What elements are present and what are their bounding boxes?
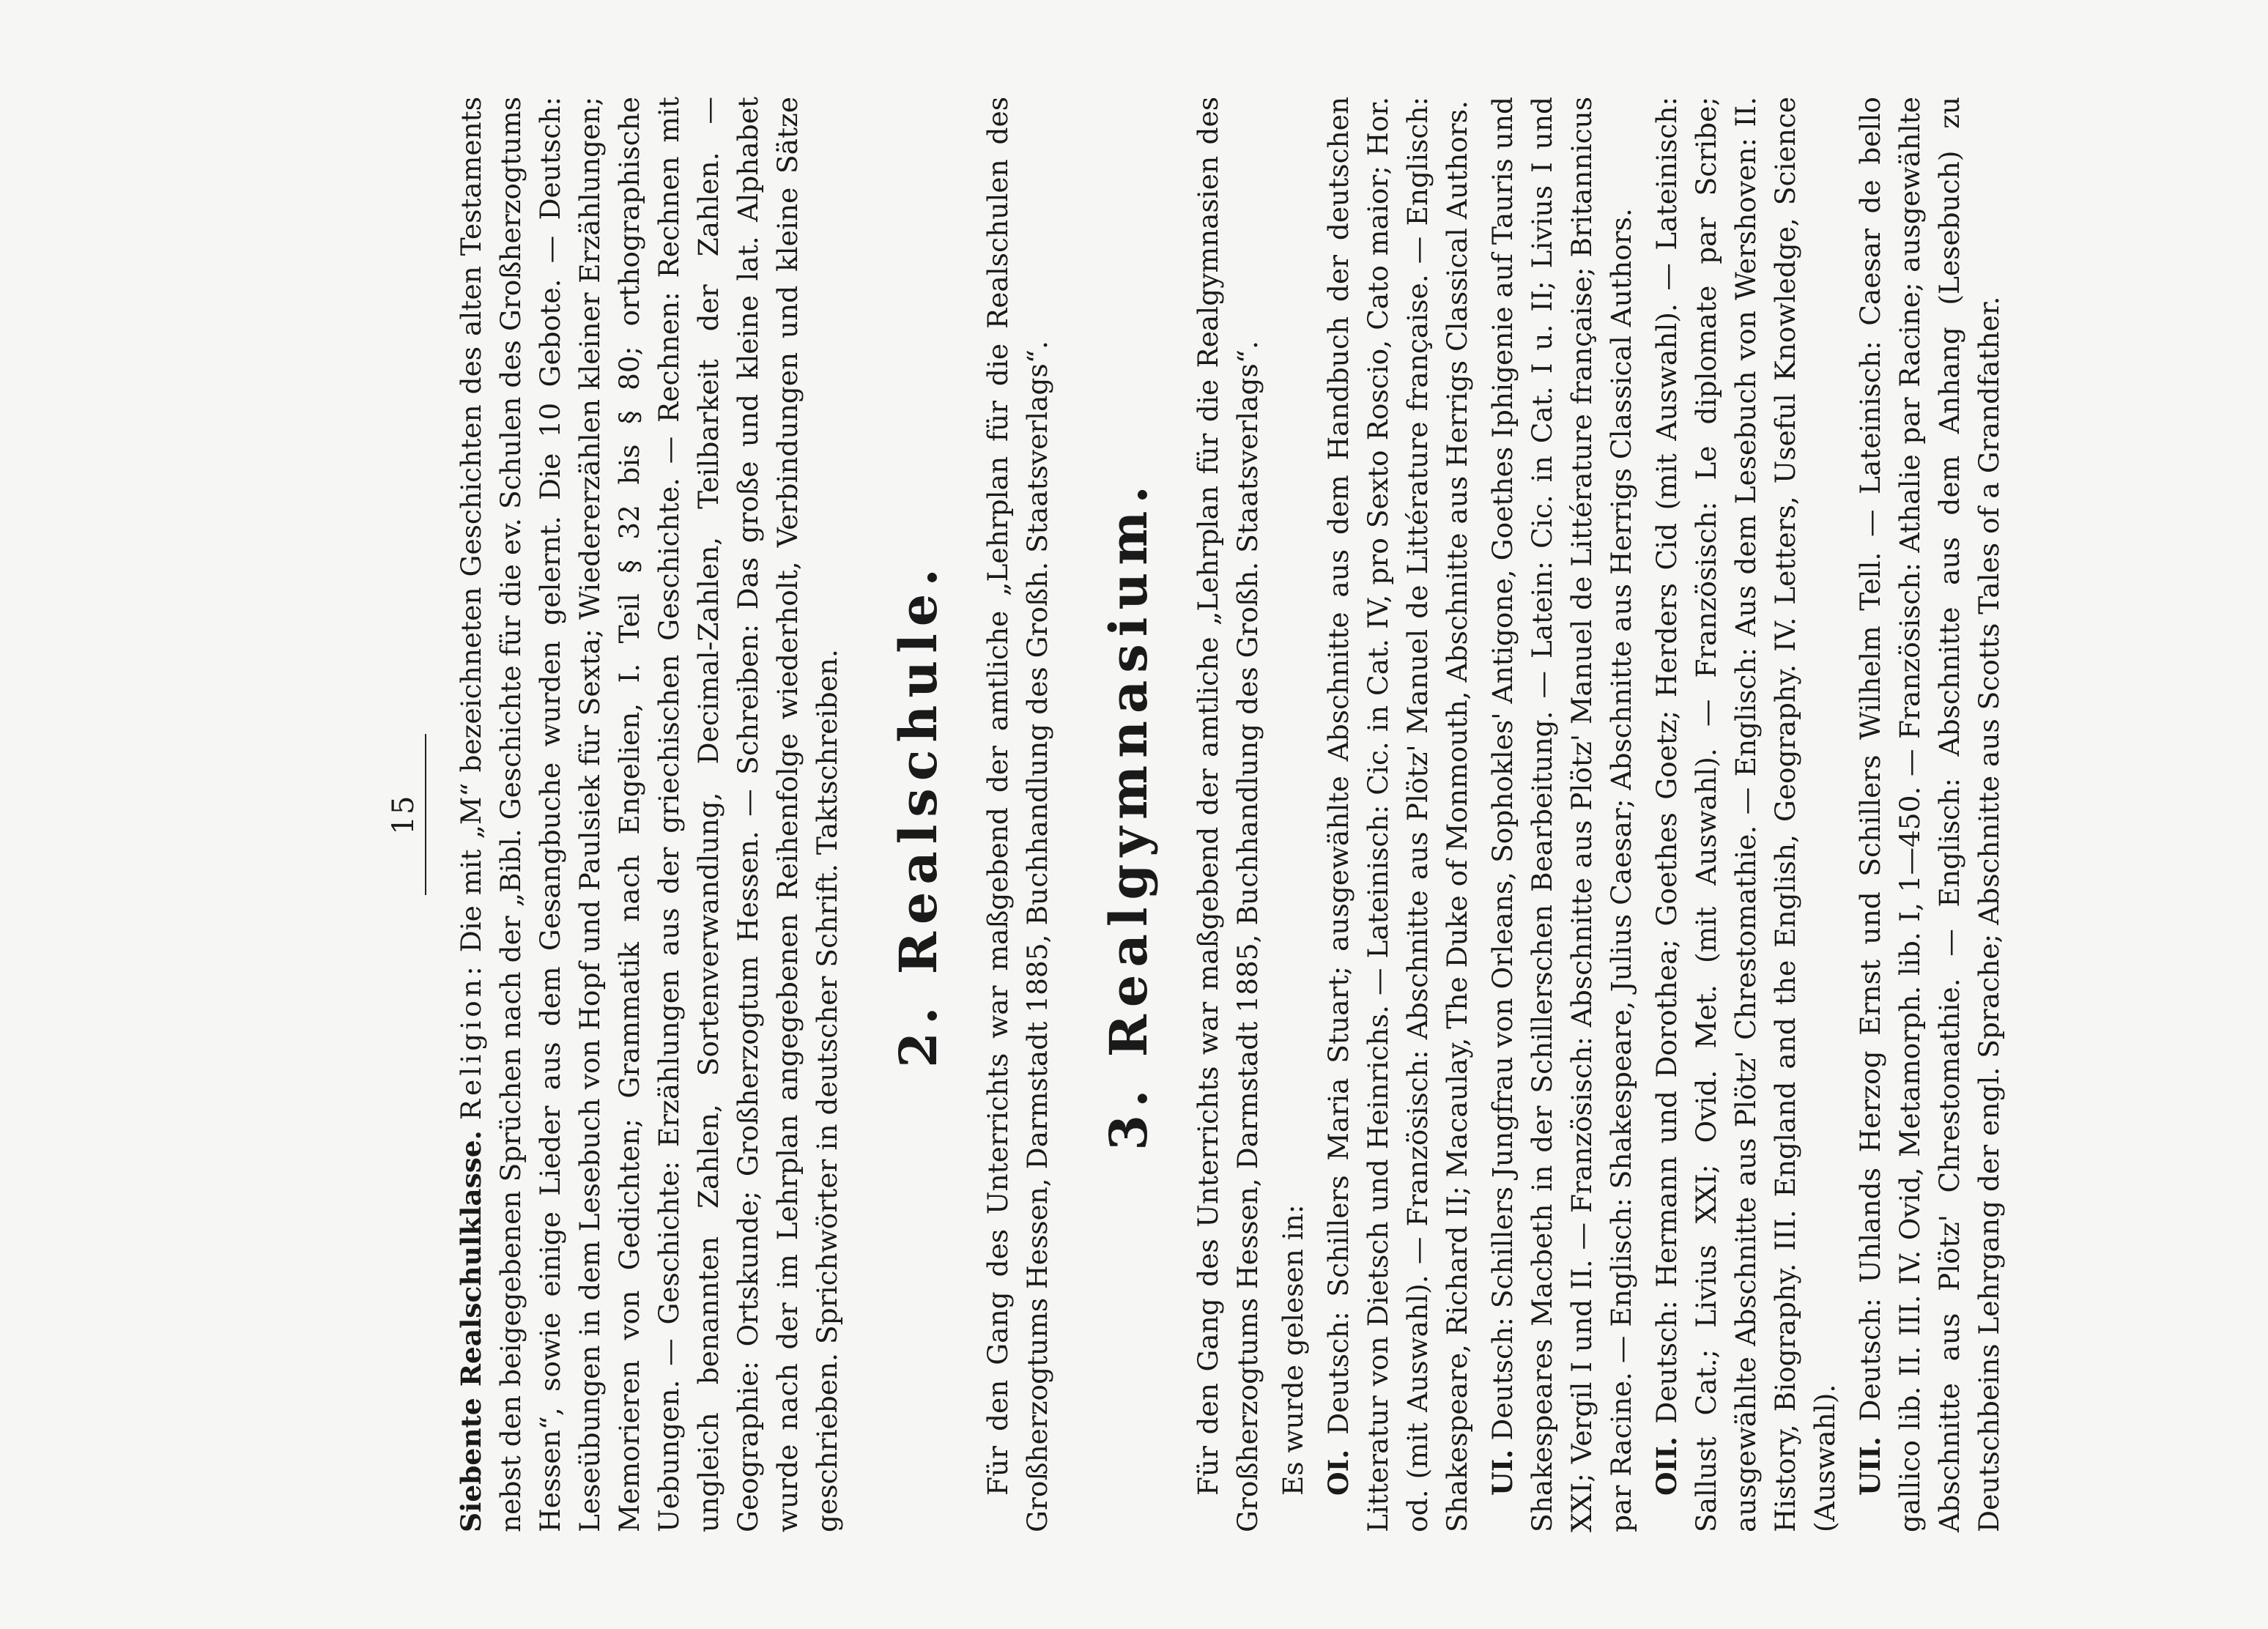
paragraph-realschule: Für den Gang des Unterrichts war maßgebend der amtliche „Lehrplan für die Realschulen des Großherzogtums Hessen, Darmstadt 1885, Buchhandlung des Großh. Staatsverlags“. xyxy=(982,97,1053,1532)
paragraph-text: Die mit „M“ bezeichneten Geschichten des alten Testaments nebst den beigegebenen Sprüchen nach der „Bibl. Geschichte für die ev. Schulen des Großherzogtums Hessen“, sowie einige Lieder aus dem Gesangbuche wurden gelernt. Die 10 Gebote. — Deutsch: Leseübungen in dem Lesebuch von Hopf und Paulsiek für Sexta; Wiedererzählen kleiner Erzählungen; Memorieren von Gedichten; Grammatik nach Engelien, I. Teil § 32 bis § 80; orthographische Uebungen. — Geschichte: Erzählungen aus der griechischen Geschichte. — Rechnen: Rechnen mit ungleich benannten Zahlen, Sortenverwandlung, Decimal-Zahlen, Teilbarkeit der Zahlen. — Geographie: Ortskunde; Großherzogtum Hessen. — Schreiben: Das große und kleine lat. Alphabet wurde nach der im Lehrplan angegebenen Reihenfolge wiederholt, Verbindungen und kleine Sätze geschrieben. Sprichwörter in deutscher Schrift. Taktschreiben. xyxy=(455,97,843,1532)
subject-label: Religion: xyxy=(455,962,487,1121)
paragraph-siebente xyxy=(451,97,847,1532)
header-rule xyxy=(425,734,426,895)
paragraph-text: Deutsch: Uhlands Herzog Ernst und Schillers Wilhelm Tell. — Lateinisch: Caesar de bello gallico lib. II. III. IV. Ovid, Metamorph. lib. I, 1—450. — Französisch: Athalie par Racine; ausgewählte Abschnitte aus Plötz' Chrestomathie. — Englisch: Abschnitte aus dem Anhang (Lesebuch) zu Deutschbeins Lehrgang der engl. Sprache; Abschnitte aus Scotts Tales of a Grandfather. xyxy=(1854,96,2005,1532)
paragraph-oi xyxy=(1319,97,1477,1532)
paragraph-text: Deutsch: Schillers Maria Stuart; ausgewählte Abschnitte aus dem Handbuch der deutschen Litteratur von Dietsch und Heinrichs. — Lateinisch: Cic. in Cat. IV, pro Sexto Roscio, Cato maior; Hor. od. (mit Auswahl). — Französisch: Abschnitte aus Plötz' Manuel de Littérature française. — Englisch: Shakespeare, Richard II; Macaulay, The Duke of Monmouth, Abschnitte aus Herrigs Classical Authors. xyxy=(1322,97,1473,1532)
section-heading-realschule: 2. Realschule. xyxy=(888,561,949,1068)
paragraph-ui xyxy=(1483,97,1641,1532)
class-label: OII. xyxy=(1650,1436,1683,1496)
paragraph-text: Deutsch: Hermann und Dorothea; Goethes Goetz; Herders Cid (mit Auswahl). — Lateinisch: Sallust Cat.; Livius XXI; Ovid. Met. (mit Auswahl). — Französisch: Le diplomate par Scribe; ausgewählte Abschnitte aus Plötz' Chrestomathie. — Englisch: Aus dem Lesebuch von Wershoven: II. History, Biography. III. England and the English, Geography. IV. Letters, Useful Knowledge, Science (Auswahl). xyxy=(1650,97,1841,1532)
paragraph-oii xyxy=(1647,97,1845,1532)
class-label: UII. xyxy=(1854,1436,1886,1496)
class-label: UI. xyxy=(1486,1449,1519,1496)
page-content xyxy=(196,53,2015,1576)
class-heading: Siebente Realschulklasse. xyxy=(455,1130,487,1532)
rotated-text-block xyxy=(196,53,2072,1576)
class-label: OI. xyxy=(1322,1449,1354,1496)
paragraph-realgym-intro: Für den Gang des Unterrichts war maßgebend der amtliche „Lehrplan für die Realgymnasien des Großherzogtums Hessen, Darmstadt 1885, Buchhandlung des Großh. Staatsverlags“. xyxy=(1192,97,1264,1532)
paragraph-text: Deutsch: Schillers Jungfrau von Orleans, Sophokles' Antigone, Goethes Iphigenie auf Tauris und Shakespeares Macbeth in der Schillerschen Bearbeitung. — Latein: Cic. in Cat. I u. II; Livius I und XXI; Vergil I und II. — Französisch: Abschnitte aus Plötz' Manuel de Littérature française; Britannicus par Racine. — Englisch: Shakespeare, Julius Caesar; Abschnitte aus Herrigs Classical Authors. xyxy=(1486,96,1637,1532)
page-number: 15 xyxy=(387,794,420,835)
paragraph-uii xyxy=(1850,97,2009,1532)
section-heading-realgymnasium: 3. Realgymnasium. xyxy=(1098,478,1159,1151)
paragraph-gelesen: Es wurde gelesen in: xyxy=(1277,1204,1309,1496)
